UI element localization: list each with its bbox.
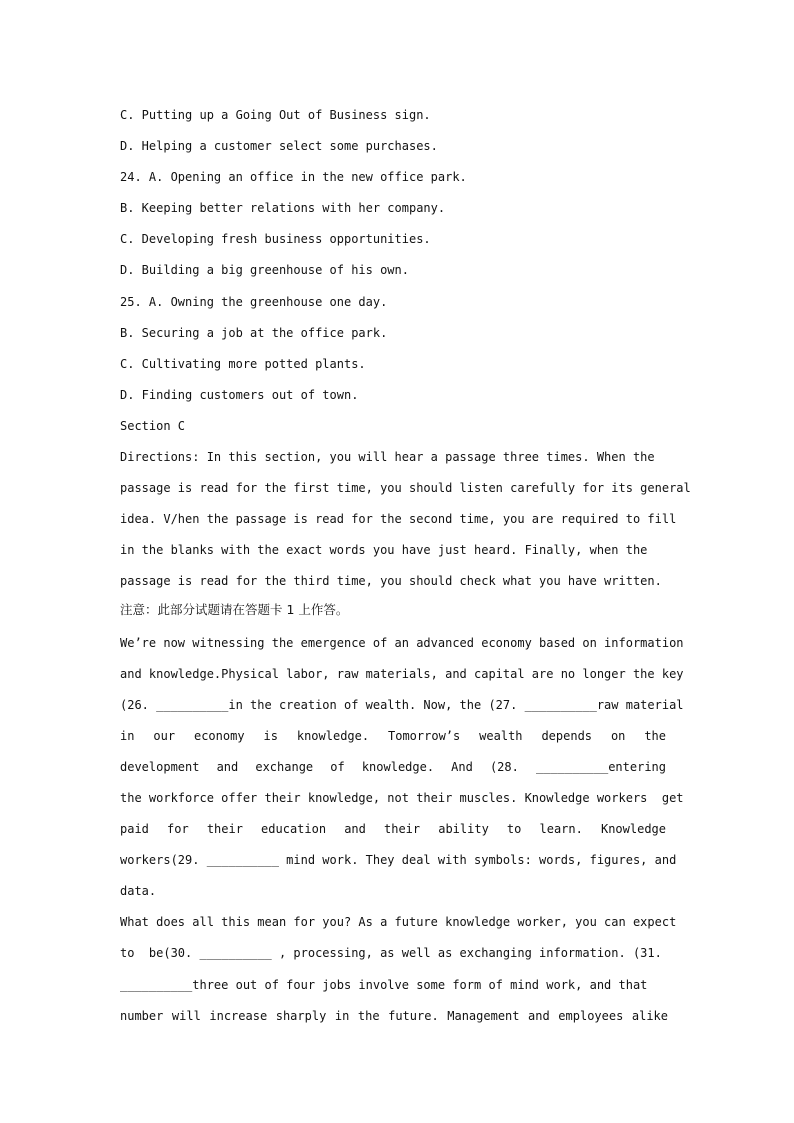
option-25d: D. Finding customers out of town. <box>120 387 359 402</box>
option-25c: C. Cultivating more potted plants. <box>120 356 366 371</box>
section-heading: Section C <box>120 418 186 433</box>
passage-line-13: number will increase sharply in the future. Management and employees alike <box>120 1008 668 1023</box>
option-24c: C. Developing fresh business opportunities. <box>120 232 431 247</box>
passage-line-2: and knowledge.Physical labor, raw materials, and capital are no longer the key <box>120 666 684 681</box>
directions-line-1: Directions: In this section, you will hear a passage three times. When the <box>120 450 655 465</box>
question-24-option-a: 24. A. Opening an office in the new office park. <box>120 170 467 185</box>
document-body <box>120 104 691 1036</box>
passage-line-3: (26. __________in the creation of wealth. Now, the (27. __________raw material <box>120 697 684 712</box>
passage-line-5: development and exchange of knowledge. And (28. __________entering <box>120 759 666 774</box>
option-23c: C. Putting up a Going Out of Business sign. <box>120 108 431 122</box>
passage-line-1: We’re now witnessing the emergence of an advanced economy based on information <box>120 635 684 650</box>
option-24d: D. Building a big greenhouse of his own. <box>120 263 409 278</box>
option-25b: B. Securing a job at the office park. <box>120 325 388 340</box>
directions-line-2: passage is read for the first time, you should listen carefully for its general <box>120 481 691 496</box>
directions-line-5: passage is read for the third time, you should check what you have written. <box>120 574 662 589</box>
passage-line-11: to be(30. __________ , processing, as well as exchanging information. (31. <box>120 946 662 961</box>
passage-line-8: workers(29. __________ mind work. They deal with symbols: words, figures, and <box>120 853 677 868</box>
passage-line-10: What does all this mean for you? As a future knowledge worker, you can expect <box>120 915 677 930</box>
passage-line-4: in our economy is knowledge. Tomorrow’s wealth depends on the <box>120 728 666 743</box>
answer-sheet-note: 注意：此部分试题请在答题卡 1 上作答。 <box>120 601 349 617</box>
option-24b: B. Keeping better relations with her company. <box>120 201 446 216</box>
question-25-option-a: 25. A. Owning the greenhouse one day. <box>120 294 388 309</box>
passage-line-6: the workforce offer their knowledge, not their muscles. Knowledge workers get <box>120 790 684 805</box>
passage-line-7: paid for their education and their ability to learn. Knowledge <box>120 822 666 837</box>
directions-line-3: idea. V/hen the passage is read for the second time, you are required to fill <box>120 512 677 527</box>
option-23d: D. Helping a customer select some purchases. <box>120 139 438 154</box>
passage-line-9: data. <box>120 884 157 899</box>
directions-line-4: in the blanks with the exact words you have just heard. Finally, when the <box>120 543 648 558</box>
passage-line-12: __________three out of four jobs involve some form of mind work, and that <box>120 977 648 992</box>
